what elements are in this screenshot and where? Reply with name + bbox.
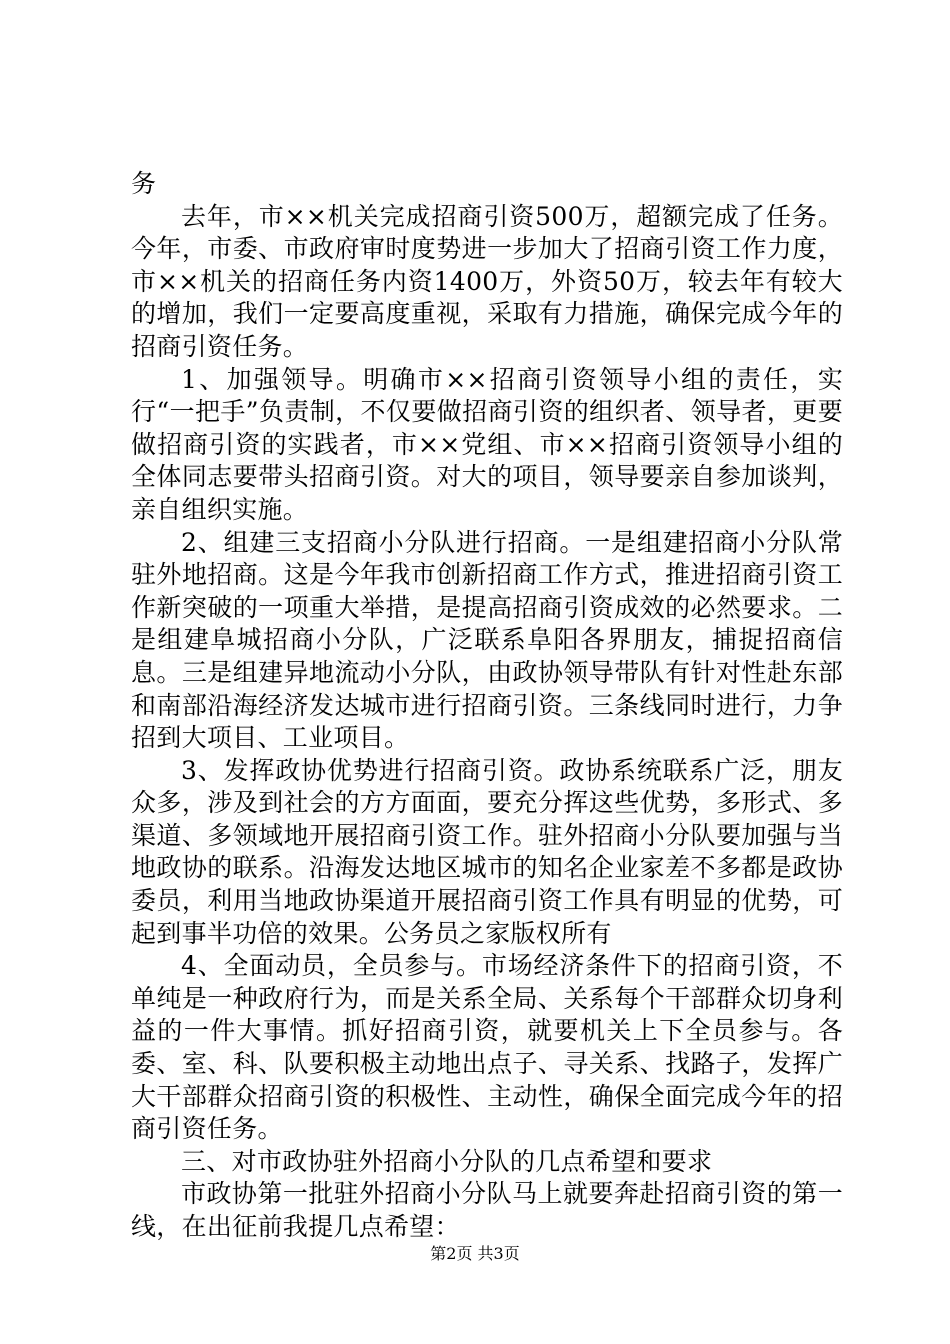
paragraph-item-4-mobilize: 4、全面动员，全员参与。市场经济条件下的招商引资，不单纯是一种政府行为，而是关系全局、关系每个干部群众切身利益的一件大事情。抓好招商引资，就要机关上下全员参与。各委、室、科、队要积极主动地出点子、寻关系、找路子，发挥广大干部群众招商引资的积极性、主动性，确保全面完成今年的招商引资任务。 <box>131 951 843 1144</box>
paragraph-item-1-leadership: 1、加强领导。明确市××招商引资领导小组的责任，实行“一把手”负责制，不仅要做招商引资的组织者、领导者，更要做招商引资的实践者，市××党组、市××招商引资领导小组的全体同志要带头招商引资。对大的项目，领导要亲自参加谈判，亲自组织实施。 <box>131 364 843 524</box>
document-body <box>131 168 843 1244</box>
paragraph-last-year-summary: 去年，市××机关完成招商引资500万，超额完成了任务。今年，市委、市政府审时度势进一步加大了招商引资工作力度，市××机关的招商任务内资1400万，外资50万，较去年有较大的增加，我们一定要高度重视，采取有力措施，确保完成今年的招商引资任务。 <box>131 201 843 361</box>
paragraph-hopes: 市政协第一批驻外招商小分队马上就要奔赴招商引资的第一线，在出征前我提几点希望： <box>131 1179 843 1241</box>
paragraph-item-2-teams: 2、组建三支招商小分队进行招商。一是组建招商小分队常驻外地招商。这是今年我市创新招商工作方式，推进招商引资工作新突破的一项重大举措，是提高招商引资成效的必然要求。二是组建阜城招商小分队，广泛联系阜阳各界朋友，捕捉招商信息。三是组建异地流动小分队，由政协领导带队有针对性赴东部和南部沿海经济发达城市进行招商引资。三条线同时进行，力争招到大项目、工业项目。 <box>131 527 843 753</box>
page-footer <box>0 1244 950 1264</box>
paragraph-item-3-cppcc: 3、发挥政协优势进行招商引资。政协系统联系广泛，朋友众多，涉及到社会的方方面面，要充分挥这些优势，多形式、多渠道、多领域地开展招商引资工作。驻外招商小分队要加强与当地政协的联系。沿海发达地区城市的知名企业家差不多都是政协委员，利用当地政协渠道开展招商引资工作具有明显的优势，可起到事半功倍的效果。公务员之家版权所有 <box>131 755 843 948</box>
paragraph-continuation: 务 <box>131 169 157 198</box>
page-number-label: 第2页 共3页 <box>430 1244 520 1263</box>
section-heading-3: 三、对市政协驻外招商小分队的几点希望和要求 <box>181 1146 713 1176</box>
